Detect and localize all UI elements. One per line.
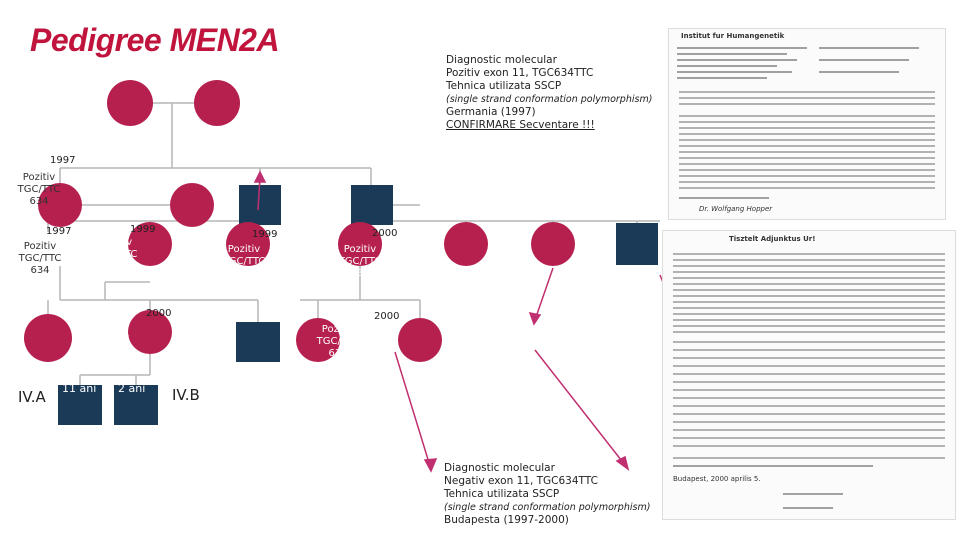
note-line: Pozitiv exon 11, TGC634TTC — [446, 67, 594, 79]
note-line: Tehnica utilizata SSCP — [444, 488, 560, 500]
note-line: Diagnostic molecular — [444, 462, 555, 474]
year-label: 2000 — [372, 228, 398, 239]
genotype-label: Negativ TGC/TTC 634 — [86, 322, 130, 357]
generation-label-ivb: IV.B — [172, 386, 200, 404]
genotype-label: Pozitiv TGC/TTC 634 — [316, 324, 360, 359]
document-header: Tisztelt Adjunktus Ur! — [729, 235, 816, 243]
age-label: 2 ani — [118, 382, 146, 395]
year-label: 2000 — [146, 308, 172, 319]
page-title: Pedigree MEN2A — [30, 22, 280, 58]
genotype-label: Pozitiv TGC/TTC 634 — [338, 244, 382, 279]
age-label: 11 ani — [62, 382, 97, 395]
male-gen2-a — [239, 185, 281, 225]
diagnostic-note-bottom — [444, 462, 664, 527]
generation-label-iva: IV.A — [18, 388, 46, 406]
genotype-label: Pozitiv TGC/TTC 634 — [94, 237, 138, 272]
male-gen4-a — [236, 322, 280, 362]
male-gen3-a — [616, 223, 658, 265]
scanned-document-germany — [668, 28, 946, 220]
document-header: Institut fur Humangenetik — [681, 32, 785, 40]
genotype-label: Pozitiv TGC/TTC 634 — [18, 241, 62, 276]
affected-female-gen1 — [107, 80, 153, 126]
year-label: 1999 — [252, 229, 278, 240]
affected-female-gen1-b — [194, 80, 240, 126]
note-line: CONFIRMARE Secventare !!! — [446, 119, 595, 131]
genotype-label: Pozitiv TGC/TTC 634 — [17, 172, 61, 207]
year-label: 1997 — [50, 155, 76, 166]
note-line: Tehnica utilizata SSCP — [446, 80, 562, 92]
note-line: Germania (1997) — [446, 106, 536, 118]
document-signature: Dr. Wolfgang Hopper — [699, 205, 773, 213]
year-label: 1999 — [130, 224, 156, 235]
affected-female-gen2-b — [170, 183, 214, 227]
male-gen2-b — [351, 185, 393, 225]
note-line: (single strand conformation polymorphism) — [444, 502, 651, 513]
note-line: Budapesta (1997-2000) — [444, 514, 569, 526]
document-footer: Budapest, 2000 aprilis 5. — [673, 475, 761, 483]
affected-female-gen3-e — [531, 222, 575, 266]
note-line: Diagnostic molecular — [446, 54, 557, 66]
affected-female-gen3-d — [444, 222, 488, 266]
year-label: 2000 — [374, 311, 400, 322]
year-label: 1997 — [46, 226, 72, 237]
note-line: (single strand conformation polymorphism) — [446, 94, 653, 105]
scanned-document-budapest — [662, 230, 956, 520]
genotype-label: Pozitiv TGC/TTC 634 — [222, 244, 266, 279]
affected-female-gen4-a — [24, 314, 72, 362]
note-line: Negativ exon 11, TGC634TTC — [444, 475, 598, 487]
diagnostic-note-top — [446, 54, 656, 132]
affected-female-gen4-d — [398, 318, 442, 362]
